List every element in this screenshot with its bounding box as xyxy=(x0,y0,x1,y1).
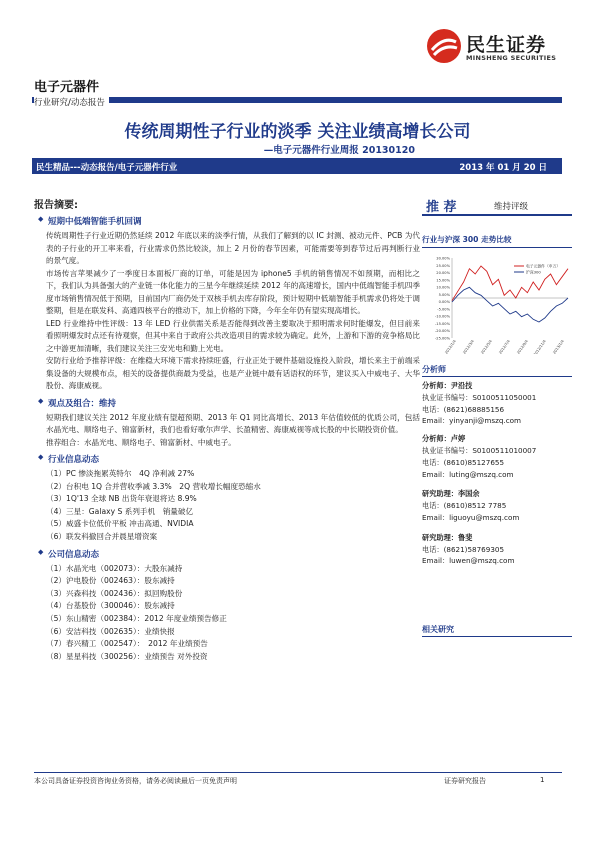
y-tick-label: -25.00% xyxy=(435,336,450,341)
brand-name-en: MINSHENG SECURITIES xyxy=(466,54,557,62)
list-item: （2）沪电股份（002463）：股东减持 xyxy=(46,576,175,586)
analyst-card xyxy=(422,532,572,567)
section-title: ◆ 观点及组合：维持 xyxy=(48,397,420,409)
list-item: （4）台基股份（300046）：股东减持 xyxy=(46,601,175,611)
page-number: 1 xyxy=(540,776,545,784)
list-item: （1）水晶光电（002073）：大股东减持 xyxy=(46,563,183,573)
summary-heading: 报告摘要: xyxy=(34,200,78,211)
y-tick-label: 0.00% xyxy=(438,300,450,305)
analysts-heading: 分析师 xyxy=(422,364,572,377)
brand-logo xyxy=(426,28,566,66)
analyst-role: 研究助理： xyxy=(422,532,458,542)
paragraph: 推荐组合：水晶光电、顺络电子、锦富新材、中威电子。 xyxy=(46,437,236,447)
list-item: （5）威盛卡位低价平板 冲击高通、NVIDIA xyxy=(46,519,194,529)
legend-label: 沪深300 xyxy=(526,269,541,275)
footer-disclaimer: 本公司具备证券投资咨询业务资格，请务必阅读最后一页免责声明 xyxy=(34,777,237,785)
analyst-email[interactable]: Email：yinyanji@mszq.com xyxy=(422,416,522,426)
analyst-cert: 执业证书编号：S0100511010007 xyxy=(422,445,537,455)
list-item: （2）台积电 1Q 合并营收季减 3.3% 2Q 营收增长幅度恐缩水 xyxy=(46,481,261,491)
analyst-card xyxy=(422,380,572,427)
analyst-name: 卢婷 xyxy=(450,434,466,444)
list-item: （5）东山精密（002384）：2012 年度业绩预告修正 xyxy=(46,613,227,623)
y-tick-label: 20.00% xyxy=(436,271,450,276)
list-item: （7）春兴精工（002547）： 2012 年业绩预告 xyxy=(46,639,208,649)
industry-label: 电子元器件 xyxy=(34,80,100,95)
list-item: （1）PC 惨淡拖累英特尔 4Q 净利减 27% xyxy=(46,469,195,478)
y-tick-label: 25.00% xyxy=(436,263,450,268)
sidebar xyxy=(422,196,572,567)
y-tick-label: -20.00% xyxy=(435,329,450,334)
list-item: （8）星星科技（300256）：业绩预告 对外投资 xyxy=(46,651,208,661)
report-category: 行业研究/动态报告 xyxy=(34,96,109,108)
page-subtitle: —电子元器件行业周报 20130120 xyxy=(263,145,415,156)
section-title: ◆ 公司信息动态 xyxy=(48,548,420,560)
analyst-phone: 电话：(8610)85127655 xyxy=(422,457,505,467)
y-tick-label: 10.00% xyxy=(436,285,450,290)
chart-title: 行业与沪深 300 走势比较 xyxy=(422,234,572,248)
analyst-card xyxy=(422,433,572,480)
footer xyxy=(34,772,562,785)
x-tick-label: 2012/11/4 xyxy=(532,339,547,354)
rating-value: 推 荐 xyxy=(426,200,457,215)
analyst-phone: 电话：(8610)8512 7785 xyxy=(422,501,507,511)
x-tick-label: 2013/1/4 xyxy=(552,339,565,354)
logo-mark-icon xyxy=(426,28,462,64)
brand-name-cn: 民生证券 xyxy=(466,34,547,56)
list-item: （3）兴森科技（002436）：拟回购股份 xyxy=(46,588,183,598)
rating-box xyxy=(422,196,572,216)
legend-label: 电子元器件（申万） xyxy=(526,263,561,269)
series-line xyxy=(452,266,568,301)
trend-chart xyxy=(422,254,572,354)
analyst-cert: 执业证书编号：S0100511050001 xyxy=(422,392,537,402)
analyst-name: 李国余 xyxy=(457,489,480,499)
y-tick-label: 5.00% xyxy=(438,292,450,297)
x-tick-label: 2012/3/4 xyxy=(462,339,475,354)
paragraph: 短期我们建议关注 2012 年度业绩有望超预期、2013 年 Q1 同比高增长、2013 年估值较低的优质公司，包括水晶光电、顺络电子、锦富新材，我们也看好歌尔声学、长盈精密、海康威视等成长股的中长期投资价值。 xyxy=(46,412,420,434)
series-label: 民生精品---动态报告/电子元器件行业 xyxy=(36,163,178,173)
analyst-role: 分析师： xyxy=(422,381,451,390)
analyst-name: 尹沿技 xyxy=(450,381,473,390)
report-date: 2013 年 01 月 20 日 xyxy=(459,163,547,173)
analyst-role: 研究助理： xyxy=(422,489,458,499)
summary-column xyxy=(34,196,420,663)
analyst-phone: 电话：(8621)58769305 xyxy=(422,544,505,554)
rating-status: 维持评级 xyxy=(494,202,529,212)
analyst-email[interactable]: Email：luwen@mszq.com xyxy=(422,556,515,566)
y-tick-label: -10.00% xyxy=(435,314,450,319)
list-item: （6）安洁科技（002635）：业绩快报 xyxy=(46,626,175,636)
y-tick-label: 30.00% xyxy=(436,256,450,261)
paragraph: 安防行业给予推荐评级：在维稳大环境下需求持续旺盛，行业正处于硬件基础设施投入阶段，增长来主于前端采集设备的大规模布点，相关的设备提供商最为受益，也是产业链中最有话语权的环节，建议买入中威电子、大华股份、海康威视。 xyxy=(46,356,420,390)
related-research-heading: 相关研究 xyxy=(422,624,572,637)
header-divider xyxy=(32,97,562,103)
paragraph: 传统周期性子行业近期仍然延续 2012 年底以来的淡季行情，从我们了解到的以 IC 封测、被动元件、PCB 为代表的子行业的开工率来看，行业需求仍然比较淡，加上 2 月份的春节因素，可能需要等到春节过后再判断行业的景气度。 xyxy=(46,231,420,265)
list-item: （4）三星：Galaxy S 系列手机 销量破亿 xyxy=(46,506,194,516)
list-item: （6）联发科撤回合并晨星增资案 xyxy=(46,531,158,541)
analyst-email[interactable]: Email：luting@mszq.com xyxy=(422,469,514,479)
x-tick-label: 2012/7/4 xyxy=(498,339,511,354)
analyst-name: 鲁斐 xyxy=(457,532,473,542)
paragraph: 市场传言苹果减少了一季度日本面板厂商的订单，可能是因为 iphone5 手机的销售情况不如预期，而相比之下，我们认为具备强大的产业链一体化能力的三星今年继续延续 2012 年的高速增长，国内中低端智能手机四季度市场销售情况低于预期，目前国内厂商仍处于双核手机去库存阶段，预计短期中低端智能手机需求仍将处于调整期，但是在联发科、高通四核平台的推动下，加上价格的下降，今年全年仍有望实现高增长。 xyxy=(46,268,420,315)
x-tick-label: 2012/5/4 xyxy=(480,339,493,354)
x-tick-label: 2012/9/4 xyxy=(516,339,529,354)
analyst-phone: 电话：(8621)68885156 xyxy=(422,404,505,414)
y-tick-label: -5.00% xyxy=(437,307,450,312)
analyst-role: 分析师： xyxy=(422,434,451,444)
analyst-card xyxy=(422,488,572,523)
series-line xyxy=(452,287,568,322)
list-item: （3）1Q'13 全球 NB 出货年衰退将达 8.9% xyxy=(46,494,197,504)
y-tick-label: 15.00% xyxy=(436,278,450,283)
paragraph: LED 行业维持中性评级：13 年 LED 行业供需关系是否能得到改善主要取决于照明需求何时能爆发，但目前来看照明爆发时点还有待观察，但其中来自于政府公共改造项目的需求较为确定。此外，上游和下游的竞争格局比之中游更加清晰，我们建议关注三安光电和勤上光电。 xyxy=(46,318,420,353)
section-title: ◆ 行业信息动态 xyxy=(48,453,420,465)
x-tick-label: 2012/1/4 xyxy=(444,339,457,354)
page-title: 传统周期性子行业的淡季 关注业绩高增长公司 xyxy=(124,122,471,142)
section-title: ◆ 短期中低端智能手机回调 xyxy=(48,215,420,227)
analyst-email[interactable]: Email：liguoyu@mszq.com xyxy=(422,512,520,522)
y-tick-label: -15.00% xyxy=(435,321,450,326)
footer-doc-type: 证券研究报告 xyxy=(444,777,486,785)
